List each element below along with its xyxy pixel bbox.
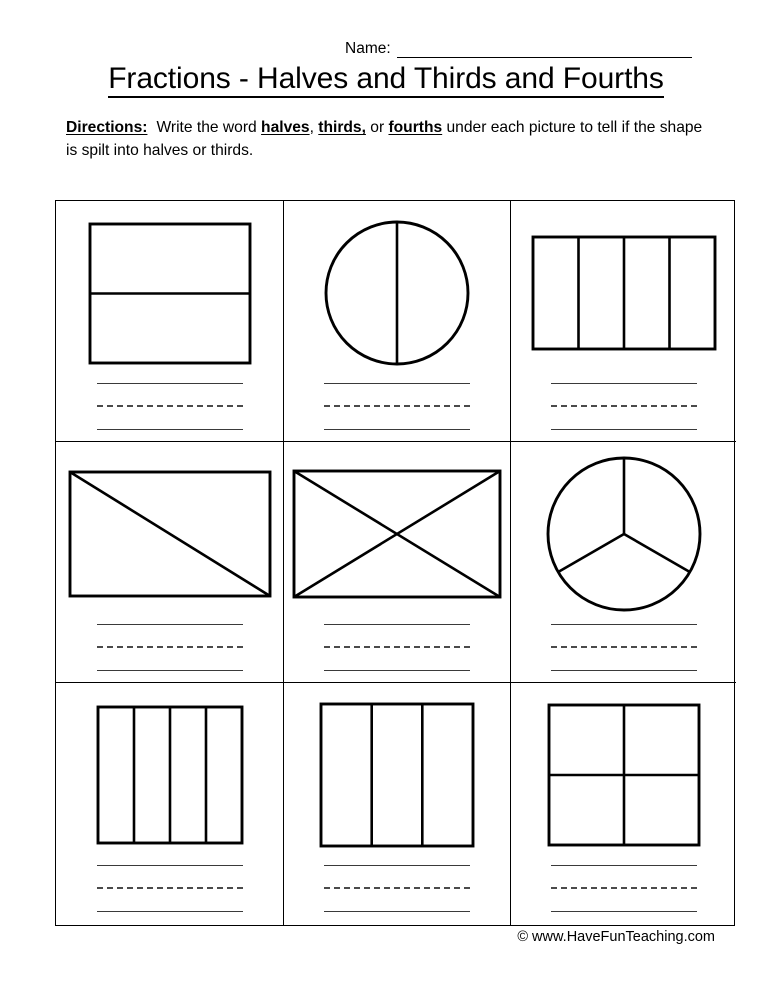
page-title-text: Fractions - Halves and Thirds and Fourths — [108, 62, 664, 98]
answer-line-mid-3[interactable] — [551, 405, 697, 407]
keyword-fourths: fourths — [388, 119, 443, 136]
problem-cell-2 — [284, 201, 511, 442]
shape-rectangle-diagonal-2-icon — [56, 454, 283, 614]
answer-lines-6 — [551, 624, 697, 671]
directions-text-1: Write the word — [156, 119, 262, 136]
directions-sep-1: , — [309, 119, 319, 136]
page-title — [0, 62, 772, 96]
answer-line-mid-1[interactable] — [97, 405, 243, 407]
answer-lines-3 — [551, 383, 697, 430]
directions-block — [66, 116, 712, 162]
shape-rectangle-split-vertical-4-icon — [511, 213, 736, 373]
problem-cell-4 — [56, 442, 284, 683]
answer-line-bottom-4[interactable] — [97, 670, 243, 671]
answer-line-mid-4[interactable] — [97, 646, 243, 648]
answer-lines-5 — [324, 624, 470, 671]
answer-line-mid-6[interactable] — [551, 646, 697, 648]
problem-cell-5 — [284, 442, 511, 683]
answer-line-bottom-3[interactable] — [551, 429, 697, 430]
directions-sep-2: or — [365, 119, 389, 136]
shape-circle-split-vertical-2-icon — [284, 213, 510, 373]
answer-line-mid-2[interactable] — [324, 405, 470, 407]
answer-line-top-6[interactable] — [551, 624, 697, 625]
answer-lines-1 — [97, 383, 243, 430]
answer-line-mid-8[interactable] — [324, 887, 470, 889]
answer-line-mid-7[interactable] — [97, 887, 243, 889]
directions-text-2: under each picture to tell if the shape is spilt into halves or thirds. — [66, 119, 703, 160]
answer-line-top-8[interactable] — [324, 865, 470, 866]
answer-line-top-7[interactable] — [97, 865, 243, 866]
shape-circle-split-3-icon — [511, 454, 736, 614]
problem-cell-6 — [511, 442, 736, 683]
answer-lines-2 — [324, 383, 470, 430]
directions-label: Directions: — [66, 119, 148, 136]
footer-copyright: © www.HaveFunTeaching.com — [517, 929, 715, 945]
answer-line-mid-9[interactable] — [551, 887, 697, 889]
shape-square-quadrants-4-icon — [511, 695, 736, 855]
problem-cell-7 — [56, 683, 284, 925]
answer-line-top-3[interactable] — [551, 383, 697, 384]
answer-lines-8 — [324, 865, 470, 912]
answer-line-top-5[interactable] — [324, 624, 470, 625]
name-label: Name: — [345, 39, 391, 57]
answer-line-bottom-2[interactable] — [324, 429, 470, 430]
shape-rectangle-both-diagonals-4-icon — [284, 454, 510, 614]
shape-square-split-vertical-3-icon — [284, 695, 510, 855]
answer-line-bottom-9[interactable] — [551, 911, 697, 912]
answer-lines-7 — [97, 865, 243, 912]
answer-line-top-2[interactable] — [324, 383, 470, 384]
answer-line-mid-5[interactable] — [324, 646, 470, 648]
answer-lines-9 — [551, 865, 697, 912]
shape-square-split-vertical-4-icon — [56, 695, 283, 855]
name-input-blank[interactable] — [397, 40, 692, 58]
answer-line-bottom-6[interactable] — [551, 670, 697, 671]
answer-line-bottom-7[interactable] — [97, 911, 243, 912]
shape-rectangle-split-horizontal-2-icon — [56, 213, 283, 373]
answer-line-top-9[interactable] — [551, 865, 697, 866]
problem-cell-9 — [511, 683, 736, 925]
keyword-thirds: thirds, — [318, 119, 366, 136]
problem-cell-1 — [56, 201, 284, 442]
name-field-row — [345, 40, 692, 58]
answer-lines-4 — [97, 624, 243, 671]
keyword-halves: halves — [261, 119, 310, 136]
answer-line-bottom-1[interactable] — [97, 429, 243, 430]
answer-line-top-4[interactable] — [97, 624, 243, 625]
problem-grid — [55, 200, 735, 926]
answer-line-top-1[interactable] — [97, 383, 243, 384]
answer-line-bottom-8[interactable] — [324, 911, 470, 912]
problem-cell-8 — [284, 683, 511, 925]
problem-cell-3 — [511, 201, 736, 442]
answer-line-bottom-5[interactable] — [324, 670, 470, 671]
